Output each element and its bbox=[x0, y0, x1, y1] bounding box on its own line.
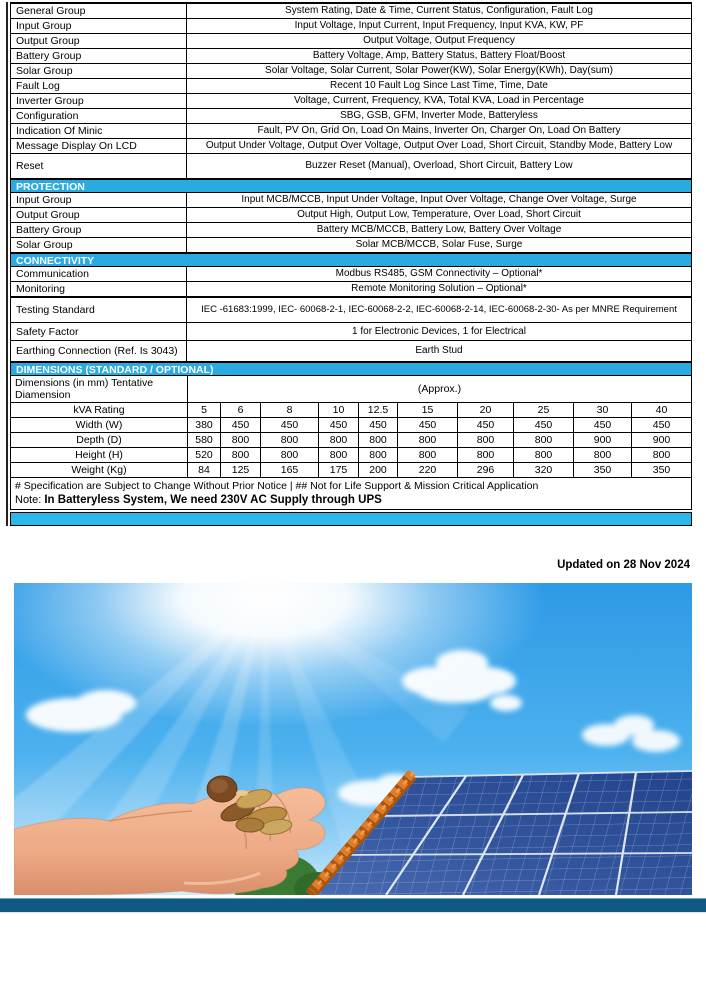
row-label: Battery Group bbox=[11, 49, 187, 63]
note-prefix: Note: bbox=[15, 494, 45, 506]
table-row bbox=[10, 93, 692, 109]
dims-value-cell: 165 bbox=[261, 463, 319, 478]
table-row bbox=[10, 153, 692, 179]
row-value: Remote Monitoring Solution – Optional* bbox=[351, 283, 527, 294]
row-label: Solar Group bbox=[11, 64, 187, 78]
dims-value-cell: 580 bbox=[188, 433, 221, 448]
dims-value-cell: 800 bbox=[398, 433, 458, 448]
row-value: Output Voltage, Output Frequency bbox=[363, 35, 515, 46]
row-label: Input Group bbox=[11, 193, 187, 207]
row-value: Fault, PV On, Grid On, Load On Mains, Inverter On, Charger On, Load On Battery bbox=[257, 125, 621, 136]
dims-value-cell: 20 bbox=[458, 403, 514, 418]
table-row bbox=[10, 237, 692, 253]
dims-value-cell: 175 bbox=[319, 463, 359, 478]
row-value: Output High, Output Low, Temperature, Over Load, Short Circuit bbox=[297, 209, 581, 220]
cyan-divider-bar bbox=[10, 512, 692, 526]
dims-value-cell: 450 bbox=[514, 418, 574, 433]
dims-value-cell: 296 bbox=[458, 463, 514, 478]
row-value: IEC -61683:1999, IEC- 60068-2-1, IEC-60068-2-2, IEC-60068-2-14, IEC-60068-2-30- As per MNRE Requirement bbox=[201, 304, 677, 315]
row-label: Input Group bbox=[11, 19, 187, 33]
row-value: Solar Voltage, Solar Current, Solar Power(KW), Solar Energy(KWh), Day(sum) bbox=[265, 65, 613, 76]
dims-value-cell: 800 bbox=[359, 433, 398, 448]
dims-value-cell: 800 bbox=[319, 448, 359, 463]
dims-value-cell: 800 bbox=[261, 448, 319, 463]
dims-value-cell: 125 bbox=[221, 463, 261, 478]
table-row bbox=[10, 192, 692, 208]
dims-row-label: Width (W) bbox=[11, 418, 188, 433]
row-label: Monitoring bbox=[11, 282, 187, 296]
section-header-connectivity: CONNECTIVITY bbox=[10, 252, 692, 267]
row-value: Modbus RS485, GSM Connectivity – Optional* bbox=[335, 268, 543, 279]
dims-row-depth bbox=[11, 433, 692, 448]
table-row bbox=[10, 33, 692, 49]
dims-header-label: Dimensions (in mm) Tentative Diamension bbox=[11, 376, 188, 403]
table-row bbox=[10, 63, 692, 79]
section-header-dimensions: DIMENSIONS (STANDARD / OPTIONAL) bbox=[10, 361, 692, 376]
notes-box bbox=[10, 477, 692, 510]
dims-value-cell: 350 bbox=[574, 463, 632, 478]
row-label: Fault Log bbox=[11, 79, 187, 93]
row-value: Voltage, Current, Frequency, KVA, Total KVA, Load in Percentage bbox=[294, 95, 584, 106]
dims-value-cell: 900 bbox=[574, 433, 632, 448]
row-label: Indication Of Minic bbox=[11, 124, 187, 138]
table-row bbox=[10, 207, 692, 223]
row-value: SBG, GSB, GFM, Inverter Mode, Batteryless bbox=[340, 110, 538, 121]
row-label: Output Group bbox=[11, 34, 187, 48]
dims-value-cell: 800 bbox=[632, 448, 692, 463]
disclaimer-text: # Specification are Subject to Change Without Prior Notice | ## Not for Life Support & Mission Critical Application bbox=[15, 480, 539, 492]
row-label: Reset bbox=[11, 154, 187, 178]
dims-value-cell: 450 bbox=[359, 418, 398, 433]
dims-header-row bbox=[11, 376, 692, 403]
dims-row-width bbox=[11, 418, 692, 433]
table-row bbox=[10, 340, 692, 362]
row-value: Earth Stud bbox=[415, 345, 463, 356]
table-row bbox=[10, 2, 692, 19]
dims-value-cell: 12.5 bbox=[359, 403, 398, 418]
dimensions-table bbox=[10, 375, 692, 478]
dims-row-label: Height (H) bbox=[11, 448, 188, 463]
dims-value-cell: 450 bbox=[319, 418, 359, 433]
dims-value-cell: 450 bbox=[221, 418, 261, 433]
dims-value-cell: 320 bbox=[514, 463, 574, 478]
row-label: Earthing Connection (Ref. Is 3043) bbox=[11, 341, 187, 361]
dims-row-height bbox=[11, 448, 692, 463]
dims-value-cell: 800 bbox=[574, 448, 632, 463]
dims-approx-cell: (Approx.) bbox=[188, 376, 692, 403]
row-value: Battery Voltage, Amp, Battery Status, Battery Float/Boost bbox=[312, 50, 566, 61]
dims-value-cell: 800 bbox=[359, 448, 398, 463]
row-value: 1 for Electronic Devices, 1 for Electrical bbox=[352, 325, 526, 337]
footer-bar bbox=[0, 898, 706, 913]
table-row bbox=[10, 108, 692, 124]
row-label: Communication bbox=[11, 267, 187, 281]
dims-value-cell: 450 bbox=[458, 418, 514, 433]
dims-value-cell: 800 bbox=[458, 448, 514, 463]
table-row bbox=[10, 123, 692, 139]
dims-value-cell: 6 bbox=[221, 403, 261, 418]
dims-value-cell: 30 bbox=[574, 403, 632, 418]
dims-row-label: Weight (Kg) bbox=[11, 463, 188, 478]
table-row bbox=[10, 281, 692, 297]
solar-photo bbox=[14, 583, 692, 895]
dims-value-cell: 800 bbox=[261, 433, 319, 448]
row-label: Battery Group bbox=[11, 223, 187, 237]
row-label: Safety Factor bbox=[11, 323, 187, 340]
dims-value-cell: 900 bbox=[632, 433, 692, 448]
dims-value-cell: 84 bbox=[188, 463, 221, 478]
dims-value-cell: 200 bbox=[359, 463, 398, 478]
dims-value-cell: 220 bbox=[398, 463, 458, 478]
dims-value-cell: 450 bbox=[632, 418, 692, 433]
dims-value-cell: 800 bbox=[319, 433, 359, 448]
specification-table bbox=[6, 2, 692, 526]
dims-value-cell: 450 bbox=[261, 418, 319, 433]
dims-value-cell: 15 bbox=[398, 403, 458, 418]
row-label: General Group bbox=[11, 4, 187, 18]
dims-value-cell: 5 bbox=[188, 403, 221, 418]
dims-row-weight bbox=[11, 463, 692, 478]
row-label: Testing Standard bbox=[11, 298, 187, 322]
dims-value-cell: 25 bbox=[514, 403, 574, 418]
dims-value-cell: 800 bbox=[221, 433, 261, 448]
table-row bbox=[10, 18, 692, 34]
dims-value-cell: 450 bbox=[574, 418, 632, 433]
row-label: Solar Group bbox=[11, 238, 187, 252]
table-row bbox=[10, 78, 692, 94]
dims-value-cell: 450 bbox=[398, 418, 458, 433]
solar-photo-illustration bbox=[14, 583, 692, 895]
dims-value-cell: 520 bbox=[188, 448, 221, 463]
table-row bbox=[10, 138, 692, 154]
dims-value-cell: 800 bbox=[514, 433, 574, 448]
dims-value-cell: 800 bbox=[221, 448, 261, 463]
dims-value-cell: 350 bbox=[632, 463, 692, 478]
table-row bbox=[10, 222, 692, 238]
row-label: Message Display On LCD bbox=[11, 139, 187, 153]
row-value: System Rating, Date & Time, Current Status, Configuration, Fault Log bbox=[285, 5, 593, 16]
row-value: Battery MCB/MCCB, Battery Low, Battery Over Voltage bbox=[316, 224, 562, 235]
note-text bbox=[15, 493, 687, 508]
dims-value-cell: 800 bbox=[514, 448, 574, 463]
dims-value-cell: 800 bbox=[398, 448, 458, 463]
updated-date-text: Updated on 28 Nov 2024 bbox=[557, 559, 690, 571]
row-label: Output Group bbox=[11, 208, 187, 222]
table-row bbox=[10, 296, 692, 323]
dims-row-label: kVA Rating bbox=[11, 403, 188, 418]
row-value: Input MCB/MCCB, Input Under Voltage, Input Over Voltage, Change Over Voltage, Surge bbox=[241, 194, 637, 205]
row-value: Input Voltage, Input Current, Input Frequency, Input KVA, KW, PF bbox=[294, 20, 584, 31]
table-row bbox=[10, 48, 692, 64]
row-label: Configuration bbox=[11, 109, 187, 123]
table-row bbox=[10, 322, 692, 341]
dims-value-cell: 8 bbox=[261, 403, 319, 418]
section-header-protection: PROTECTION bbox=[10, 178, 692, 193]
dims-value-cell: 10 bbox=[319, 403, 359, 418]
dims-row-kva bbox=[11, 403, 692, 418]
row-value: Recent 10 Fault Log Since Last Time, Time, Date bbox=[330, 80, 548, 91]
row-value: Output Under Voltage, Output Over Voltage, Output Over Load, Short Circuit, Standby Mode, Battery Low bbox=[205, 140, 673, 151]
dims-value-cell: 380 bbox=[188, 418, 221, 433]
note-bold-text: In Batteryless System, We need 230V AC Supply through UPS bbox=[44, 494, 382, 506]
row-label: Inverter Group bbox=[11, 94, 187, 108]
table-row bbox=[10, 266, 692, 282]
dims-value-cell: 40 bbox=[632, 403, 692, 418]
row-value: Buzzer Reset (Manual), Overload, Short Circuit, Battery Low bbox=[305, 160, 573, 171]
dims-value-cell: 800 bbox=[458, 433, 514, 448]
dims-row-label: Depth (D) bbox=[11, 433, 188, 448]
row-value: Solar MCB/MCCB, Solar Fuse, Surge bbox=[355, 239, 523, 250]
